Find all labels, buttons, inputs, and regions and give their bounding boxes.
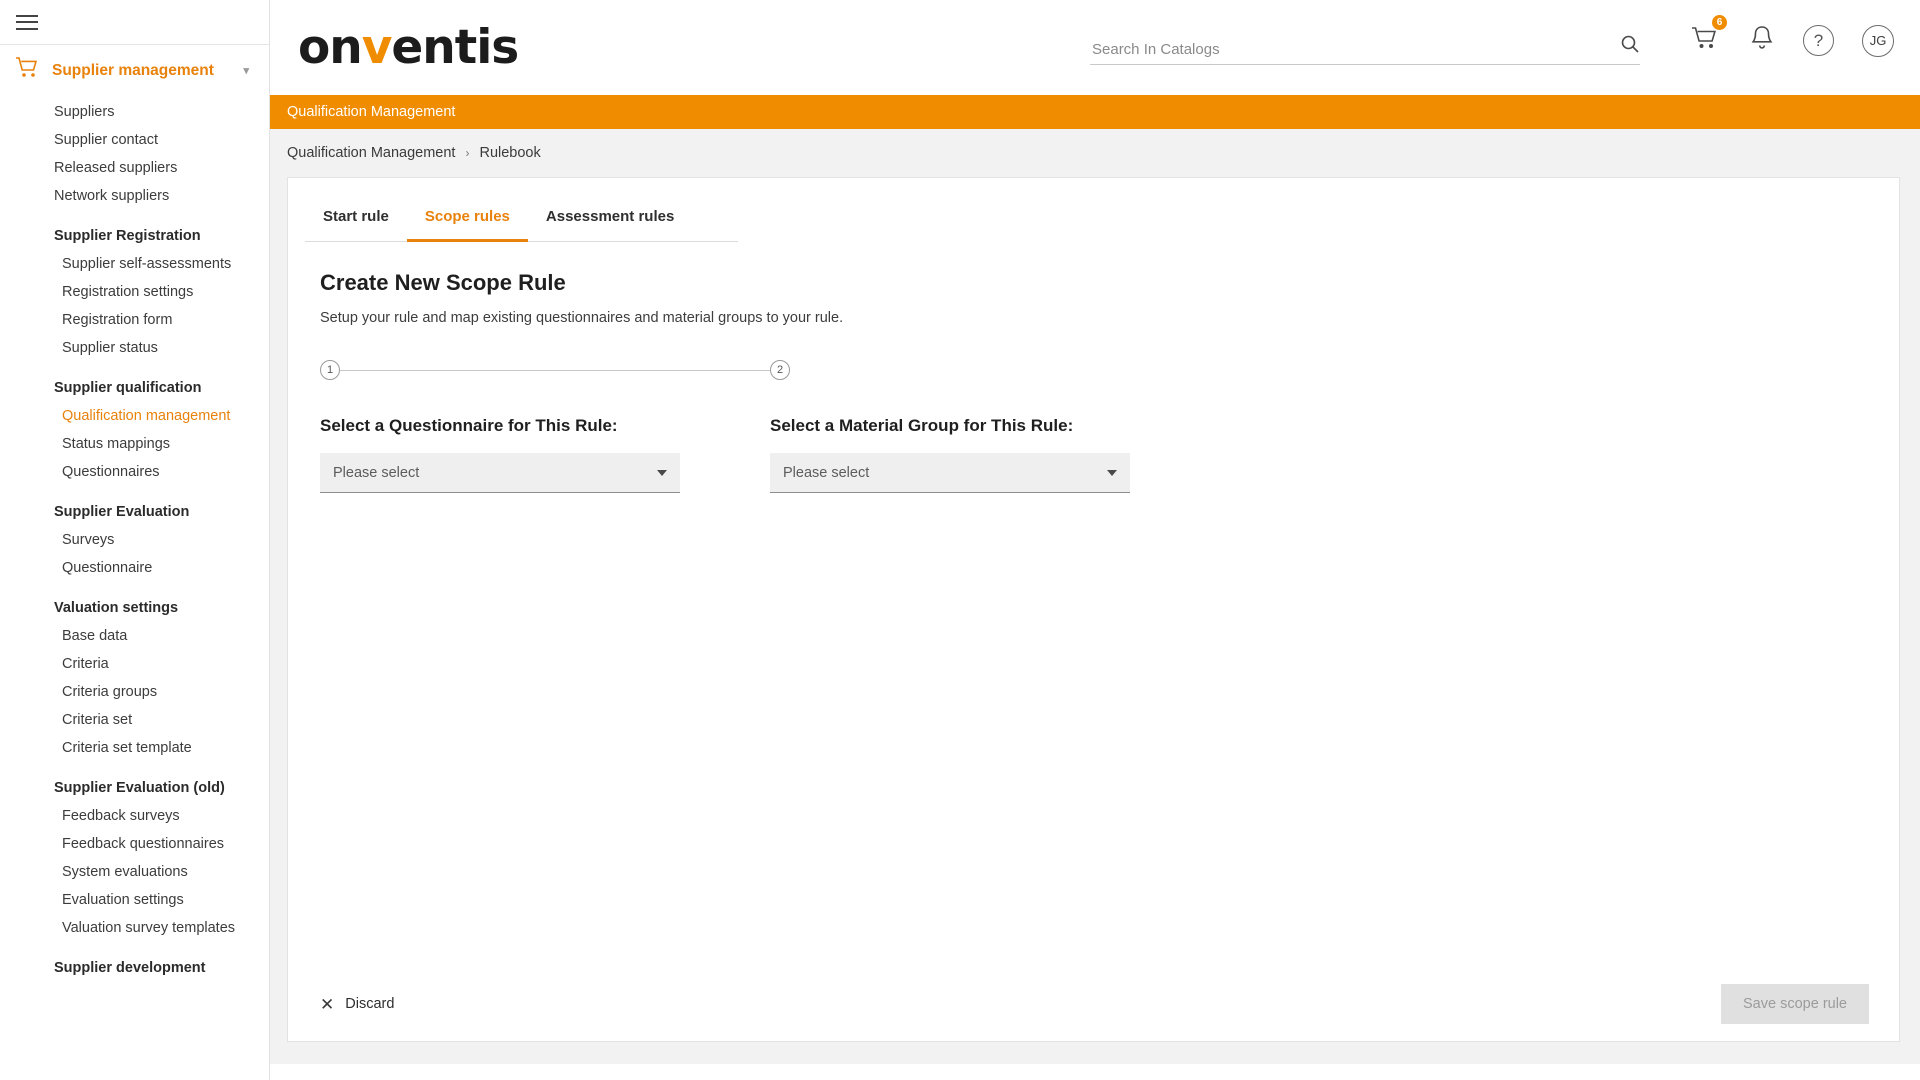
page-subtitle: Setup your rule and map existing questionnaires and material groups to your rule. <box>320 310 844 326</box>
questionnaire-field <box>320 416 680 493</box>
sidebar-item-base-data[interactable]: Base data <box>62 628 128 644</box>
cart-button[interactable] <box>1691 17 1723 57</box>
material-group-select[interactable] <box>770 453 1130 493</box>
sidebar-section-supplier-evaluation-old: Supplier Evaluation (old) <box>54 780 225 796</box>
questionnaire-select[interactable] <box>320 453 680 493</box>
search-bar[interactable] <box>1090 34 1640 65</box>
sidebar-item-supplier-contact[interactable]: Supplier contact <box>54 132 158 148</box>
sidebar-item-valuation-survey-templates[interactable]: Valuation survey templates <box>62 920 236 936</box>
chevron-down-icon[interactable] <box>1107 470 1117 476</box>
tab-bar <box>305 196 738 242</box>
sidebar-item-questionnaires[interactable]: Questionnaires <box>62 464 160 480</box>
module-title: Qualification Management <box>287 104 456 120</box>
top-header <box>270 0 1920 95</box>
save-scope-rule-button[interactable]: Save scope rule <box>1721 984 1869 1024</box>
sidebar-section-supplier-registration: Supplier Registration <box>54 228 201 244</box>
sidebar-item-suppliers[interactable]: Suppliers <box>54 104 115 120</box>
sidebar <box>0 0 270 1080</box>
logo-part-last: entis <box>391 20 519 75</box>
breadcrumb-item-qualification-management[interactable]: Qualification Management <box>287 145 456 161</box>
tab-start-rule[interactable]: Start rule <box>323 208 389 225</box>
sidebar-item-surveys[interactable]: Surveys <box>62 532 115 548</box>
onventis-logo <box>298 20 518 75</box>
sidebar-item-qualification-management[interactable]: Qualification management <box>62 408 231 424</box>
chevron-down-icon[interactable] <box>657 470 667 476</box>
help-button[interactable]: ? <box>1803 25 1834 56</box>
material-group-field-label: Select a Material Group for This Rule: <box>770 416 1074 435</box>
menu-icon[interactable] <box>16 15 38 30</box>
step-2[interactable]: 2 <box>770 360 790 380</box>
content-card <box>287 177 1900 1042</box>
cart-badge: 6 <box>1712 15 1727 30</box>
sidebar-item-criteria-set[interactable]: Criteria set <box>62 712 133 728</box>
sidebar-item-criteria-set-template[interactable]: Criteria set template <box>62 740 192 756</box>
tab-scope-rules[interactable]: Scope rules <box>407 196 528 242</box>
breadcrumb <box>270 129 1920 177</box>
close-icon: ✕ <box>320 994 335 1014</box>
breadcrumb-item-rulebook[interactable]: Rulebook <box>479 145 541 161</box>
sidebar-item-status-mappings[interactable]: Status mappings <box>62 436 171 452</box>
sidebar-item-released-suppliers[interactable]: Released suppliers <box>54 160 178 176</box>
questionnaire-field-label: Select a Questionnaire for This Rule: <box>320 416 618 435</box>
bottom-strip <box>270 1064 1920 1080</box>
sidebar-item-system-evaluations[interactable]: System evaluations <box>62 864 188 880</box>
notifications-button[interactable] <box>1749 24 1775 57</box>
sidebar-section-valuation-settings: Valuation settings <box>54 600 179 616</box>
logo-part-first: on <box>298 20 362 75</box>
material-group-select-value: Please select <box>783 464 870 481</box>
sidebar-toggle-area[interactable] <box>0 0 269 45</box>
sidebar-item-evaluation-settings[interactable]: Evaluation settings <box>62 892 184 908</box>
header-actions <box>1691 17 1894 57</box>
stepper <box>320 360 790 380</box>
sidebar-item-registration-form[interactable]: Registration form <box>62 312 173 328</box>
sidebar-section-supplier-qualification: Supplier qualification <box>54 380 202 396</box>
material-group-field <box>770 416 1130 493</box>
discard-button[interactable] <box>320 996 394 1013</box>
cart-icon <box>14 55 40 86</box>
logo-part-v: v <box>361 20 392 75</box>
chevron-down-icon[interactable]: ▾ <box>243 65 249 77</box>
sidebar-item-feedback-surveys[interactable]: Feedback surveys <box>62 808 180 824</box>
sidebar-item-criteria[interactable]: Criteria <box>62 656 109 672</box>
sidebar-section-supplier-evaluation: Supplier Evaluation <box>54 504 190 520</box>
form-fields <box>320 416 1867 493</box>
sidebar-item-feedback-questionnaires[interactable]: Feedback questionnaires <box>62 836 225 852</box>
tab-assessment-rules[interactable]: Assessment rules <box>545 208 675 225</box>
sidebar-item-criteria-groups[interactable]: Criteria groups <box>62 684 158 700</box>
step-1[interactable]: 1 <box>320 360 340 380</box>
search-icon[interactable] <box>1620 34 1640 59</box>
sidebar-item-questionnaire[interactable]: Questionnaire <box>62 560 153 576</box>
questionnaire-select-value: Please select <box>333 464 420 481</box>
sidebar-item-supplier-status[interactable]: Supplier status <box>62 340 158 356</box>
step-connector <box>340 370 770 371</box>
chevron-right-icon: › <box>465 146 470 160</box>
discard-label: Discard <box>345 996 395 1012</box>
main-area <box>270 0 1920 1080</box>
module-bar <box>270 95 1920 129</box>
page-title: Create New Scope Rule <box>320 270 566 295</box>
sidebar-nav <box>0 96 269 982</box>
sidebar-item-network-suppliers[interactable]: Network suppliers <box>54 188 170 204</box>
sidebar-section-supplier-development: Supplier development <box>54 960 206 976</box>
sidebar-item-registration-settings[interactable]: Registration settings <box>62 284 194 300</box>
card-body <box>288 242 1899 493</box>
sidebar-item-supplier-self-assessments[interactable]: Supplier self-assessments <box>62 256 232 272</box>
sidebar-header-label: Supplier management <box>52 61 214 79</box>
sidebar-item-supplier-management[interactable] <box>0 45 269 96</box>
avatar[interactable]: JG <box>1862 25 1894 57</box>
card-footer <box>288 967 1899 1041</box>
search-input[interactable] <box>1090 40 1620 59</box>
